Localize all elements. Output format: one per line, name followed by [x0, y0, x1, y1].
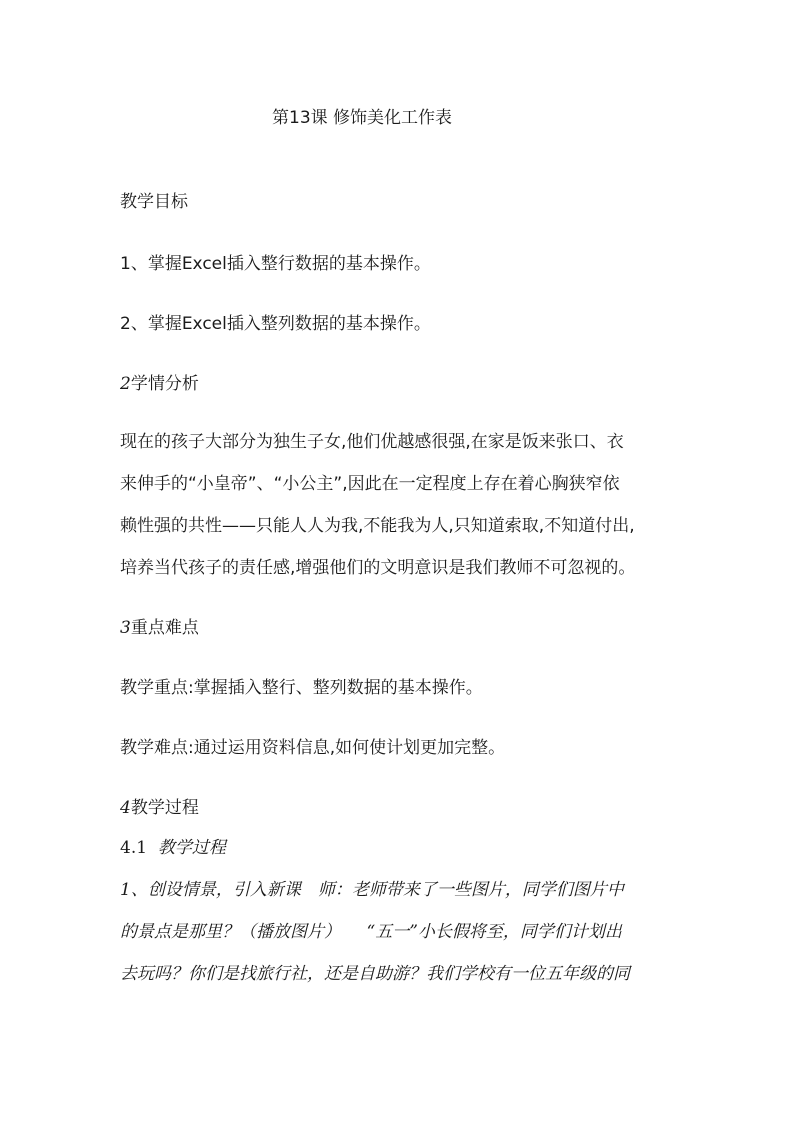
- keypoint-focus: 教学重点:掌握插入整行、整列数据的基本操作。: [120, 678, 483, 698]
- keypoints-heading-row: [120, 616, 199, 640]
- process-line-1: 1、创设情景，引入新课 师：老师带来了一些图片，同学们图片中: [120, 880, 624, 900]
- section-number: 3: [120, 618, 131, 638]
- process-heading-row: [120, 796, 199, 820]
- keypoints-heading: 重点难点: [130, 618, 199, 638]
- objectives-heading: 教学目标: [120, 192, 188, 212]
- subsection-number: 4.1: [120, 838, 148, 858]
- objective-item-2: 2、掌握Excel插入整列数据的基本操作。: [120, 314, 431, 334]
- page-title: 第13课 修饰美化工作表: [272, 108, 453, 128]
- process-line-2: 的景点是那里？（播放图片） “五一”小长假将至，同学们计划出: [120, 922, 622, 942]
- section-number: 4: [120, 798, 131, 818]
- process-heading: 教学过程: [130, 798, 199, 818]
- analysis-heading-row: [120, 372, 199, 396]
- process-line-3: 去玩吗？你们是找旅行社，还是自助游？我们学校有一位五年级的同: [120, 964, 630, 984]
- analysis-line-4: 培养当代孩子的责任感,增强他们的文明意识是我们教师不可忽视的。: [120, 558, 636, 578]
- subsection-heading-row: [120, 836, 226, 860]
- section-number: 2: [120, 374, 131, 394]
- subsection-heading: 教学过程: [157, 838, 226, 858]
- analysis-line-1: 现在的孩子大部分为独生子女,他们优越感很强,在家是饭来张口、衣: [120, 432, 624, 452]
- analysis-line-3: 赖性强的共性——只能人人为我,不能我为人,只知道索取,不知道付出,: [120, 516, 635, 536]
- analysis-line-2: 来伸手的“小皇帝”、“小公主”,因此在一定程度上存在着心胸狭窄依: [120, 474, 620, 494]
- keypoint-difficulty: 教学难点:通过运用资料信息,如何使计划更加完整。: [120, 738, 506, 758]
- analysis-heading: 学情分析: [130, 374, 199, 394]
- objective-item-1: 1、掌握Excel插入整行数据的基本操作。: [120, 254, 431, 274]
